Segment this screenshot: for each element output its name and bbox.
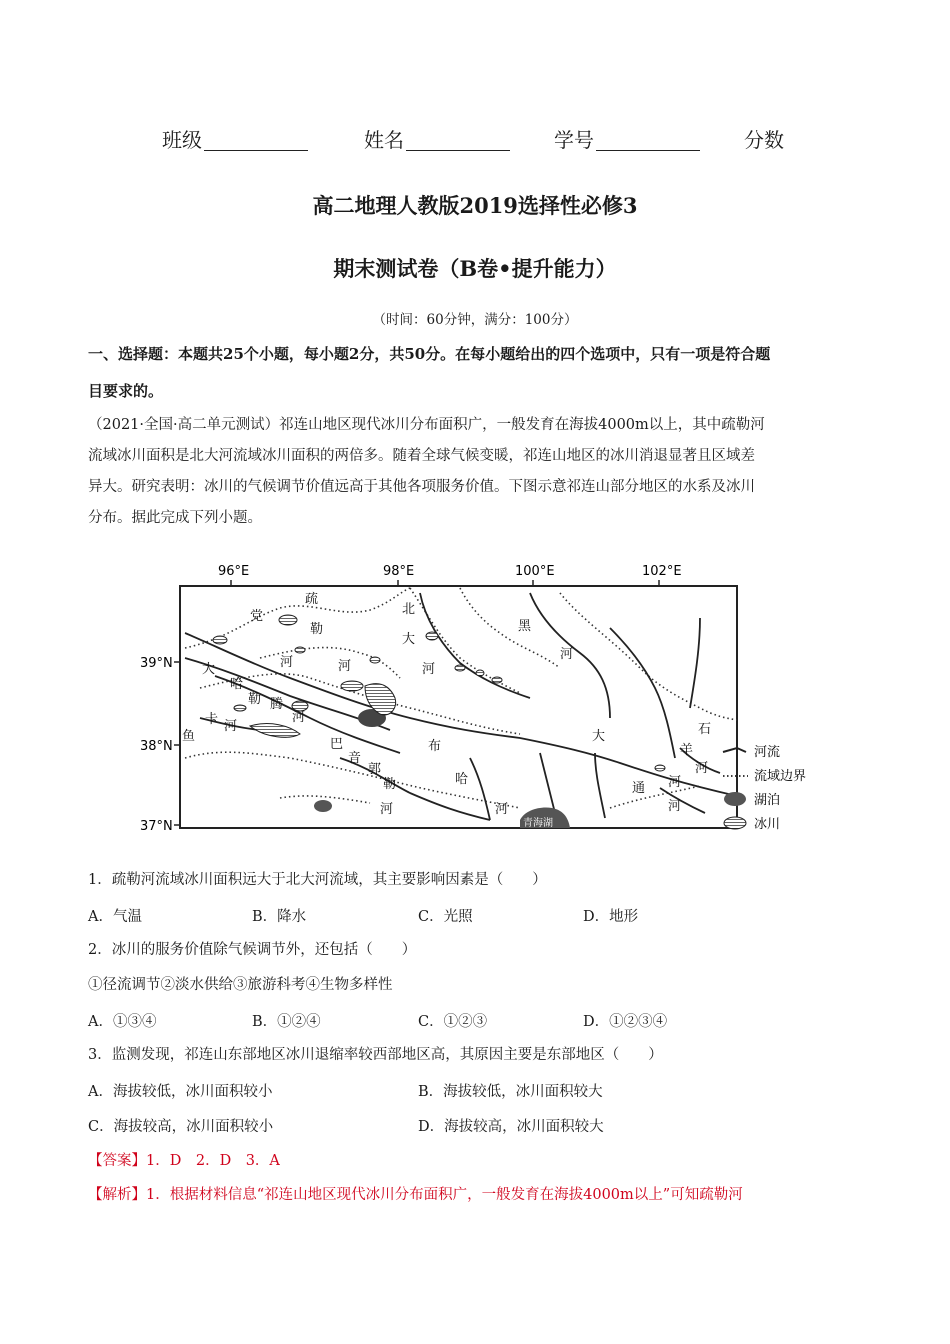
score-field: 分数 xyxy=(744,128,784,152)
map-label: 羊 xyxy=(680,743,694,758)
map-label: 巴 xyxy=(330,737,344,752)
option-a[interactable]: A．海拔较低，冰川面积较小 xyxy=(88,1084,273,1100)
map-label: 河 xyxy=(495,802,509,817)
map-label: 勒 xyxy=(310,622,324,637)
student-id-field[interactable]: 学号 xyxy=(554,124,700,153)
map-label: 大 xyxy=(402,632,416,647)
map-label: 河 xyxy=(668,799,682,814)
analysis-text: 1．根据材料信息“祁连山地区现代冰川分布面积广，一般发育在海拔4000m以上”可知疏勒河 xyxy=(146,1187,743,1203)
material-line: 异大。研究表明：冰川的气候调节价值远高于其他各项服务价值。下图示意祁连山部分地区的水系及冰川 xyxy=(88,479,755,495)
lon-label: 96°E xyxy=(218,564,250,579)
answer-text: 1．D 2．D 3．A xyxy=(146,1153,280,1169)
lon-label: 100°E xyxy=(515,564,555,579)
time-note: （时间：60分钟，满分：100分） xyxy=(372,312,578,328)
lon-label: 102°E xyxy=(642,564,682,579)
lake-icon xyxy=(724,792,746,806)
map-label: 河 xyxy=(668,775,682,790)
map-label: 河 xyxy=(422,662,436,677)
lon-label: 98°E xyxy=(383,564,415,579)
legend-label: 冰川 xyxy=(754,817,781,832)
map-frame xyxy=(180,586,737,828)
map-label: 布 xyxy=(428,739,442,754)
option-b[interactable]: B．降水 xyxy=(252,909,307,925)
lake-icon xyxy=(314,800,332,812)
name-field[interactable]: 姓名 xyxy=(364,124,510,153)
map-label: 郭 xyxy=(368,762,382,777)
option-c[interactable]: C．光照 xyxy=(418,909,473,925)
map-label: 河 xyxy=(695,761,709,776)
map-label: 大 xyxy=(202,662,216,677)
question-3-stem: 3．监测发现，祁连山东部地区冰川退缩率较西部地区高，其原因主要是东部地区（ ） xyxy=(88,1047,663,1063)
question-1-stem: 1．疏勒河流域冰川面积远大于北大河流域，其主要影响因素是（ ） xyxy=(88,872,547,888)
glacier-icon xyxy=(724,817,746,829)
material-line: 流域冰川面积是北大河流域冰川面积的两倍多。随着全球气候变暖，祁连山地区的冰川消退显著且区域差 xyxy=(88,448,755,464)
material-line: 分布。据此完成下列小题。 xyxy=(88,510,262,526)
answer-label: 【答案】 xyxy=(88,1153,146,1169)
analysis-line xyxy=(88,1180,743,1211)
lake-qinghai-label: 青海湖 xyxy=(523,818,553,829)
section-heading-line2: 目要求的。 xyxy=(88,382,164,400)
map-label: 鱼 xyxy=(182,729,196,744)
question-2-items: ①径流调节②淡水供给③旅游科考④生物多样性 xyxy=(88,977,393,993)
lat-label: 38°N xyxy=(140,739,173,754)
map-label: 石 xyxy=(698,722,712,737)
map-label: 哈 xyxy=(455,772,469,787)
option-d[interactable]: D．地形 xyxy=(583,909,639,925)
option-a[interactable]: A．气温 xyxy=(88,909,142,925)
option-b[interactable]: B．海拔较低，冰川面积较大 xyxy=(418,1084,603,1100)
question-2-stem: 2．冰川的服务价值除气候调节外，还包括（ ） xyxy=(88,942,417,958)
question-3-options-row1 xyxy=(88,1075,868,1105)
option-d[interactable]: D．①②③④ xyxy=(583,1014,668,1030)
map-label: 哈 xyxy=(230,677,244,692)
analysis-label: 【解析】 xyxy=(88,1187,146,1203)
exam-subtitle: 期末测试卷（B卷•提升能力） xyxy=(333,256,617,281)
question-2-options xyxy=(88,1005,868,1035)
map-label: 卡 xyxy=(205,712,219,727)
qilian-glacier-map xyxy=(140,558,830,840)
map-label: 河 xyxy=(560,647,574,662)
legend-label: 流域边界 xyxy=(754,769,807,784)
map-label: 河 xyxy=(380,802,394,817)
option-d[interactable]: D．海拔较高，冰川面积较大 xyxy=(418,1119,604,1135)
option-b[interactable]: B．①②④ xyxy=(252,1014,321,1030)
map-label: 河 xyxy=(338,659,352,674)
map-label: 河 xyxy=(224,719,238,734)
map-label: 勒 xyxy=(383,777,397,792)
material-line: （2021·全国·高二单元测试）祁连山地区现代冰川分布面积广，一般发育在海拔4000m以上，其中疏勒河 xyxy=(88,417,765,433)
map-label: 勒 xyxy=(248,692,262,707)
option-a[interactable]: A．①③④ xyxy=(88,1014,157,1030)
exam-title: 高二地理人教版2019选择性必修3 xyxy=(312,193,638,218)
legend-label: 湖泊 xyxy=(754,793,781,808)
option-c[interactable]: C．①②③ xyxy=(418,1014,488,1030)
lat-label: 39°N xyxy=(140,656,173,671)
map-label: 北 xyxy=(402,602,416,617)
material-paragraph xyxy=(88,410,765,534)
option-c[interactable]: C．海拔较高，冰川面积较小 xyxy=(88,1119,274,1135)
map-label: 黑 xyxy=(518,619,532,634)
map-label: 河 xyxy=(280,655,294,670)
lat-label: 37°N xyxy=(140,819,173,834)
id-blank[interactable] xyxy=(596,130,700,151)
map-label: 音 xyxy=(348,751,362,766)
class-field[interactable]: 班级 xyxy=(162,124,308,153)
map-label: 通 xyxy=(632,781,646,796)
map-label: 疏 xyxy=(305,592,319,607)
legend-label: 河流 xyxy=(754,745,781,760)
map-label: 党 xyxy=(250,609,264,624)
answer-line xyxy=(88,1146,280,1177)
class-blank[interactable] xyxy=(204,130,308,151)
question-1-options xyxy=(88,900,868,930)
map-label: 腾 xyxy=(270,697,284,712)
map-label: 大 xyxy=(592,729,606,744)
map-label: 河 xyxy=(292,710,306,725)
question-3-options-row2 xyxy=(88,1110,868,1140)
section-heading-line1: 一、选择题：本题共25个小题，每小题2分，共50分。在每小题给出的四个选项中，只有一项是符合题 xyxy=(88,345,771,363)
name-blank[interactable] xyxy=(406,130,510,151)
